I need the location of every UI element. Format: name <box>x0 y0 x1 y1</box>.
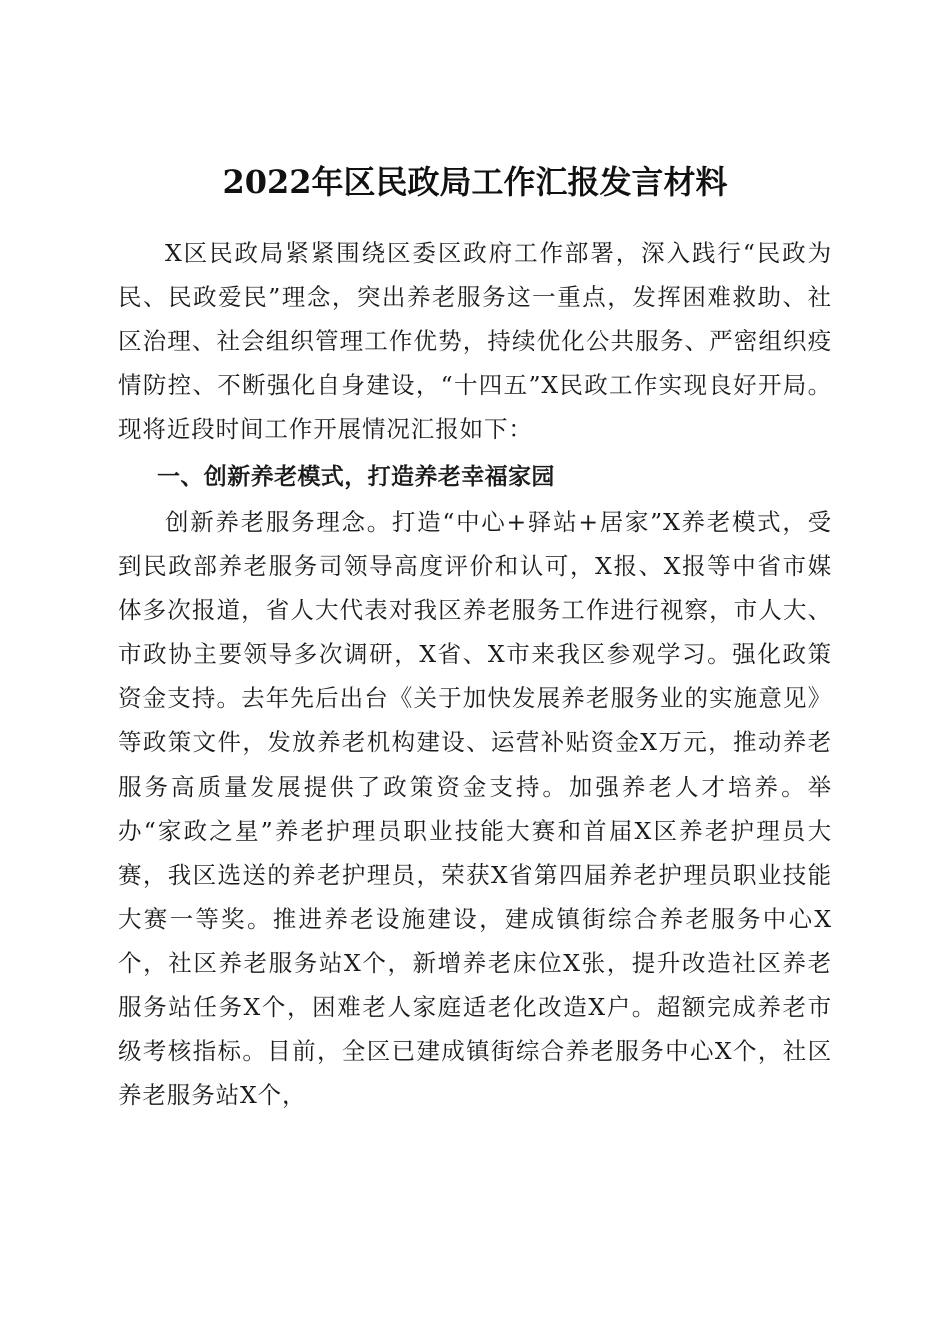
section-1-paragraph: 创新养老服务理念。打造“中心+驿站+居家”X养老模式，受到民政部养老服务司领导高度评价和认可，X报、X报等中省市媒体多次报道，省人大代表对我区养老服务工作进行视察，市人大、市政协主要领导多次调研，X省、X市来我区参观学习。强化政策资金支持。去年先后出台《关于加快发展养老服务业的实施意见》等政策文件，发放养老机构建设、运营补贴资金X万元，推动养老服务高质量发展提供了政策资金支持。加强养老人才培养。举办“家政之星”养老护理员职业技能大赛和首届X区养老护理员大赛，我区选送的养老护理员，荣获X省第四届养老护理员职业技能大赛一等奖。推进养老设施建设，建成镇街综合养老服务中心X个，社区养老服务站X个，新增养老床位X张，提升改造社区养老服务站任务X个，困难老人家庭适老化改造X户。超额完成养老市级考核指标。目前，全区已建成镇街综合养老服务中心X个，社区养老服务站X个， <box>118 508 832 1110</box>
document-title: 2022年区民政局工作汇报发言材料 <box>222 163 728 202</box>
section-heading-1: 一、创新养老模式，打造养老幸福家园 <box>157 464 555 490</box>
intro-paragraph: X区民政局紧紧围绕区委区政府工作部署，深入践行“民政为民、民政爱民”理念，突出养老服务这一重点，发挥困难救助、社区治理、社会组织管理工作优势，持续优化公共服务、严密组织疫情防控、不断强化自身建设，“十四五”X民政工作实现良好开局。现将近段时间工作开展情况汇报如下： <box>118 239 832 444</box>
